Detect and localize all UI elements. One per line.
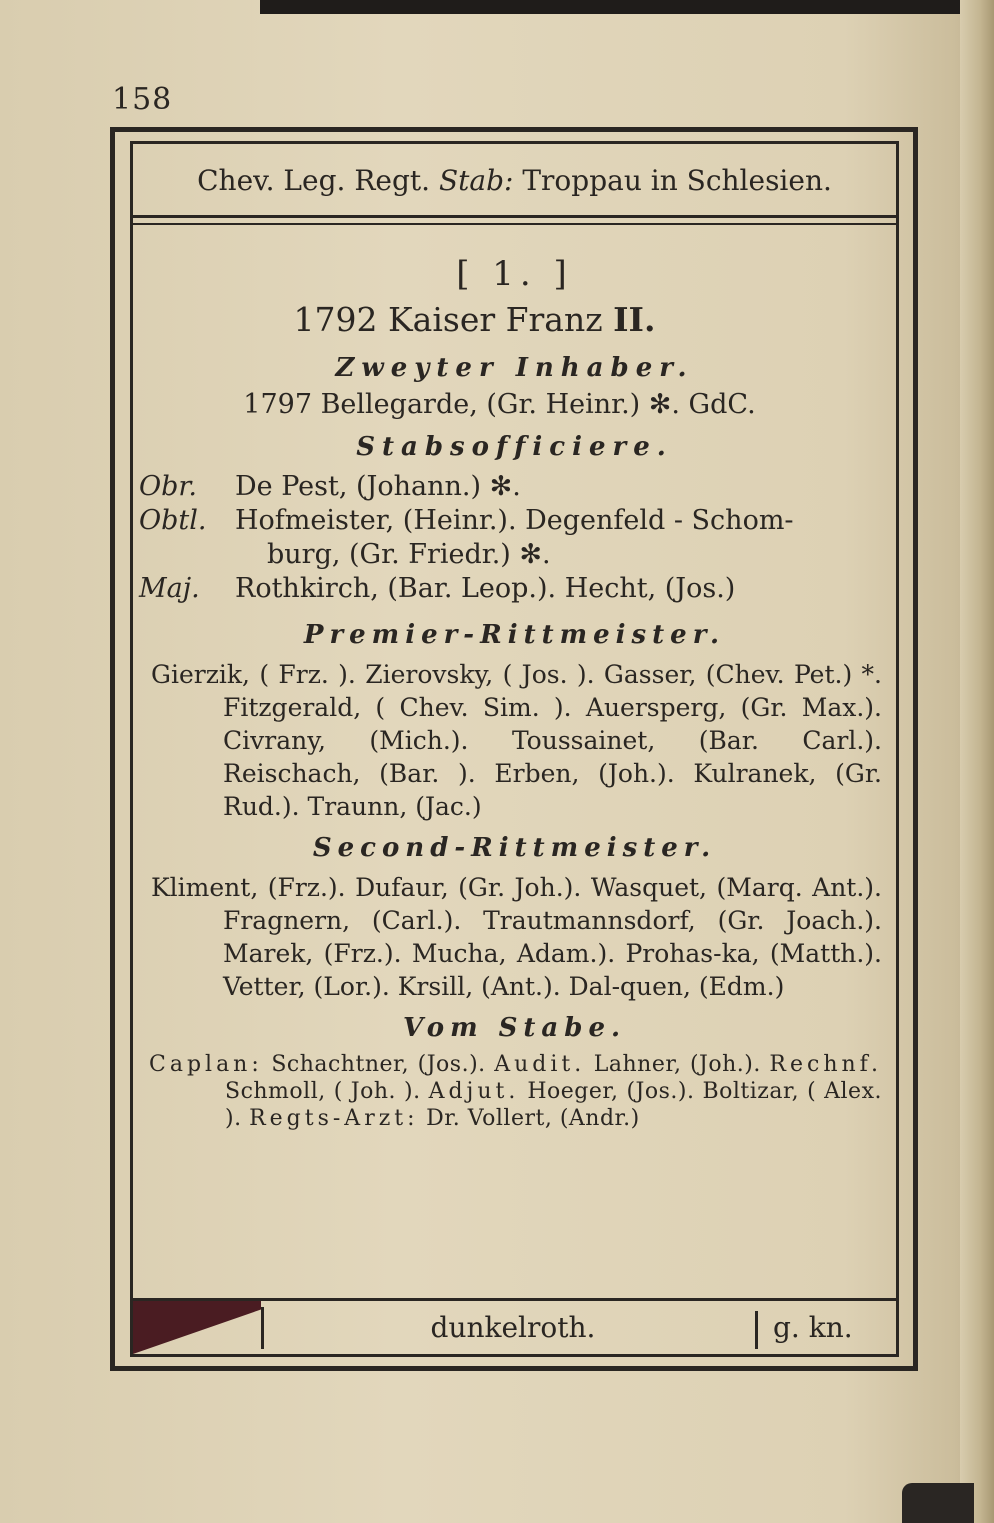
button-color-label: g. kn. xyxy=(773,1311,853,1344)
arzt-label: Regts-Arzt: xyxy=(249,1106,419,1131)
names-obtl-continued: burg, (Gr. Friedr.) ✻. xyxy=(267,539,551,570)
header-divider xyxy=(133,223,896,225)
second-inhaber-year: 1797 xyxy=(243,389,312,420)
names-maj: Rothkirch, (Bar. Leop.). Hecht, (Jos.) xyxy=(235,573,736,604)
regiment-header xyxy=(133,144,896,218)
rechnf-label: Rechnf. xyxy=(769,1052,883,1077)
inhaber-name: Kaiser Franz xyxy=(388,300,603,339)
rank-maj: Maj. xyxy=(139,573,200,604)
inhaber-year: 1792 xyxy=(293,300,378,339)
page-number: 158 xyxy=(112,82,173,117)
header-prefix: Chev. Leg. Regt. xyxy=(197,164,431,197)
footer-inner xyxy=(133,1301,896,1354)
names-obr: De Pest, (Johann.) ✻. xyxy=(235,471,521,502)
rank-obr: Obr. xyxy=(139,471,197,502)
premier-rittmeister-list: Gierzik, ( Frz. ). Zierovsky, ( Jos. ). Gasser, (Chev. Pet.) *. Fitzgerald, ( Chev. Sim. ). Auersperg, (Gr. Max.). Civrany, (Mich.). Toussainet, (Bar. Carl.). Reischach, (Bar. ). Erben, (Joh.). Kulranek, (Gr. Rud.). Traunn, (Jac.) xyxy=(151,660,882,821)
regiment-number: [ 1. ] xyxy=(456,254,573,294)
rechnf-text: Schmoll, ( Joh. ). xyxy=(225,1079,421,1104)
rank-obtl: Obtl. xyxy=(139,505,207,536)
regiment-content xyxy=(133,234,896,1132)
inhaber-suffix: II. xyxy=(613,300,656,339)
staff-row-maj xyxy=(139,572,896,606)
premier-rittmeister-heading: Premier-Rittmeister. xyxy=(303,620,726,650)
outer-frame xyxy=(110,127,918,1371)
bottom-dark-blot xyxy=(902,1483,974,1523)
stabsofficiere-list xyxy=(133,470,896,606)
page-edge xyxy=(960,0,994,1523)
adjut-label: Adjut. xyxy=(428,1079,520,1104)
second-inhaber xyxy=(133,389,896,420)
audit-text: Lahner, (Joh.). xyxy=(593,1052,761,1077)
vom-stabe-heading: Vom Stabe. xyxy=(402,1013,627,1043)
second-rittmeister-heading: Second-Rittmeister. xyxy=(312,833,717,863)
names-obtl: Hofmeister, (Heinr.). Degenfeld - Schom- xyxy=(235,505,794,536)
zweyter-inhaber-heading: Zweyter Inhaber. xyxy=(335,353,694,383)
vom-stabe-list xyxy=(133,1051,896,1132)
second-inhaber-text: Bellegarde, (Gr. Heinr.) ✻. GdC. xyxy=(320,389,756,420)
staff-row-obtl xyxy=(139,504,896,538)
footer-separator-left xyxy=(261,1307,264,1349)
caplan-text: Schachtner, (Jos.). xyxy=(271,1052,486,1077)
inner-frame xyxy=(130,141,899,1357)
second-rittmeister-list: Kliment, (Frz.). Dufaur, (Gr. Joh.). Wasquet, (Marq. Ant.). Fragnern, (Carl.). Trautmannsdorf, (Gr. Joach.). Marek, (Frz.). Mucha, Adam.). Prohas-ka, (Matth.). Vetter, (Lor.). Krsill, (Ant.). Dal-quen, (Edm.) xyxy=(151,873,882,1001)
facing-color-label: dunkelroth. xyxy=(430,1311,596,1344)
uniform-footer xyxy=(133,1298,896,1354)
top-dark-strip xyxy=(260,0,960,14)
staff-row-obr xyxy=(139,470,896,504)
arzt-text: Dr. Vollert, (Andr.) xyxy=(426,1106,640,1131)
facing-color-swatch xyxy=(133,1301,261,1354)
audit-label: Audit. xyxy=(494,1052,586,1077)
header-stab-label: Stab: xyxy=(438,164,514,197)
caplan-label: Caplan: xyxy=(149,1052,263,1077)
first-inhaber xyxy=(133,300,896,339)
footer-separator-right xyxy=(755,1311,758,1349)
stabsofficiere-heading: Stabsofficiere. xyxy=(356,432,673,462)
header-location: Troppau in Schlesien. xyxy=(522,164,832,197)
adjut-text: Hoeger, (Jos.). Boltizar, ( Alex. ). xyxy=(225,1079,882,1131)
